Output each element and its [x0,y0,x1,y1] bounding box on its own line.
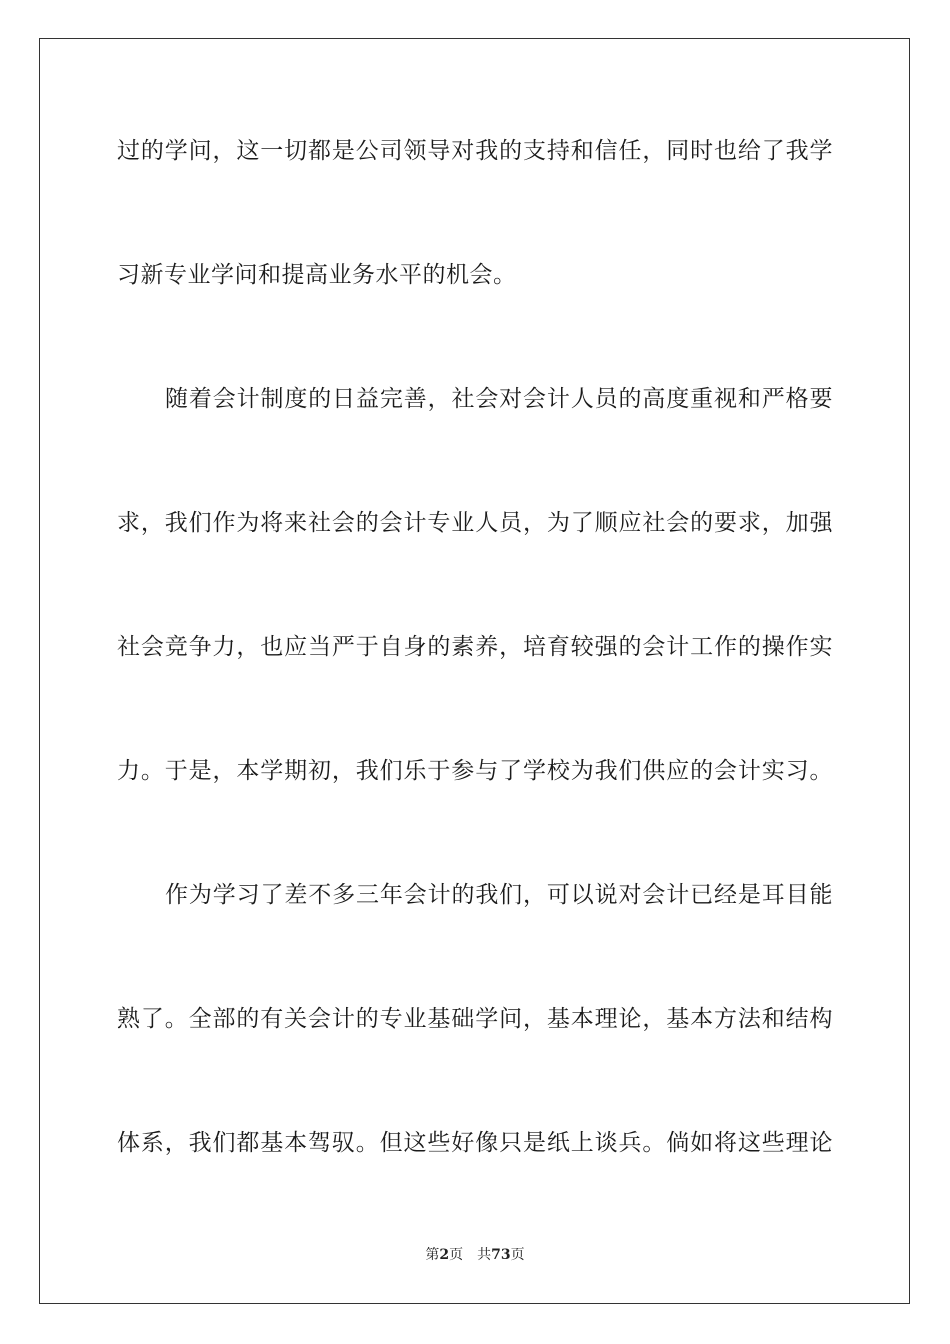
body-line-1: 过的学问，这一切都是公司领导对我的支持和信任，同时也给了我学 [117,138,833,164]
body-line-3: 随着会计制度的日益完善，社会对会计人员的高度重视和严格要 [165,386,833,412]
body-line-4: 求，我们作为将来社会的会计专业人员，为了顺应社会的要求，加强 [117,510,833,536]
footer-page-number: 2 [439,1247,450,1263]
page-frame [39,38,910,1304]
footer-total-prefix: 共 [477,1247,492,1263]
body-line-8: 熟了。全部的有关会计的专业基础学问，基本理论，基本方法和结构 [117,1006,833,1032]
body-line-7: 作为学习了差不多三年会计的我们，可以说对会计已经是耳目能 [165,882,833,908]
page-footer [0,1246,950,1264]
footer-total-pages: 73 [491,1247,511,1263]
footer-page-prefix: 第 [425,1247,440,1263]
body-line-9: 体系，我们都基本驾驭。但这些好像只是纸上谈兵。倘如将这些理论 [117,1130,833,1156]
footer-page-suffix: 页 [449,1247,464,1263]
body-line-6: 力。于是，本学期初，我们乐于参与了学校为我们供应的会计实习。 [117,758,833,784]
footer-total-suffix: 页 [510,1247,525,1263]
body-line-2: 习新专业学问和提高业务水平的机会。 [117,262,517,288]
body-line-5: 社会竞争力，也应当严于自身的素养，培育较强的会计工作的操作实 [117,634,833,660]
